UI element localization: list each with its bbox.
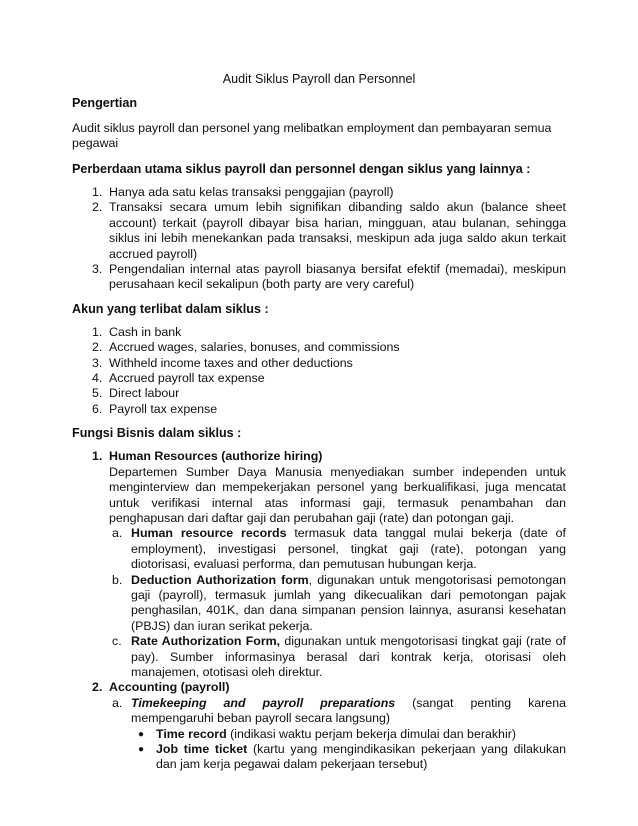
list-item: 2. Accrued wages, salaries, bonuses, and commissions [92, 340, 400, 355]
perbedaan-list [72, 185, 566, 293]
sub-item: c. Rate Authorization Form, digunakan untuk mengotorisasi tingkat gaji (rate of pay). Sumber informasinya berasal dari kontrak kerja, otorisasi oleh manajemen, ototisasi oleh direktur. [112, 634, 566, 679]
fungsi-heading: Fungsi Bisnis dalam siklus : [72, 426, 242, 441]
bullet-icon: ● [138, 744, 145, 755]
akun-list [72, 325, 566, 417]
list-item: 1. Cash in bank [92, 324, 182, 339]
document-title: Audit Siklus Payroll dan Personnel [222, 72, 416, 86]
pengertian-text: Audit siklus payroll dan personel yang melibatkan employment dan pembayaran semua pegawai [72, 121, 552, 150]
sub-item: a. Timekeeping and payroll preparations (sangat penting karena mempengaruhi beban payroll secara langsung) [112, 695, 566, 726]
list-item: 6. Payroll tax expense [92, 401, 218, 416]
pengertian-heading: Pengertian [72, 96, 138, 110]
list-item: 3. Pengendalian internal atas payroll biasanya bersifat efektif (memadai), meskipun perusahaan kecil sekalipun (both party are very careful) [92, 262, 566, 292]
list-item: 4. Accrued payroll tax expense [92, 371, 265, 386]
perbedaan-heading: Perberdaan utama siklus payroll dan personnel dengan siklus yang lainnya : [72, 162, 531, 176]
function-description: Departemen Sumber Daya Manusia menyediakan sumber independen untuk menginterview dan mempekerjakan personel yang berkualifikasi, juga mencatat untuk verifikasi internal atas informasi gaji, termasuk penambahan dan penghapusan dari daftar gaji dan perubahan gaji (rate) dan potongan gaji. [109, 464, 566, 525]
fungsi-list [72, 449, 566, 773]
function-title: Human Resources (authorize hiring) [109, 449, 323, 464]
list-item: 5. Direct labour [92, 386, 180, 401]
list-item: 1. Hanya ada satu kelas transaksi penggajian (payroll) [92, 185, 394, 199]
function-human-resources: 1. Human Resources (authorize hiring) Departemen Sumber Daya Manusia menyediakan sumber independen untuk menginterview dan mempekerjakan personel yang berkualifikasi, juga mencatat untuk verifikasi internal atas informasi gaji, termasuk penambahan dan penghapusan dari daftar gaji dan perubahan gaji (rate) dan potongan gaji. [92, 449, 566, 525]
bullet-item: ● Job time ticket (kartu yang mengindikasikan pekerjaan yang dilakukan dan jam kerja pegawai dalam pekerjaan tersebut) [138, 742, 566, 772]
sub-item: a. Human resource records termasuk data tanggal mulai bekerja (date of employment), investigasi personel, tingkat gaji (rate), potongan yang diotorisasi, evaluasi performa, dan pemutusan hubungan kerja. [112, 526, 566, 572]
function-accounting: 2. Accounting (payroll) [92, 680, 230, 695]
akun-heading: Akun yang terlibat dalam siklus : [72, 301, 269, 316]
sub-item: b. Deduction Authorization form, digunakan untuk mengotorisasi pemotongan gaji (payroll), termasuk jumlah yang dikecualikan dari pemotongan pajak penghasilan, 401K, dan dana simpanan pension lainnya, asuransi kesehatan (PBJS) dan iuran serikat pekerja. [112, 572, 566, 633]
function-title: Accounting (payroll) [109, 680, 230, 695]
bullet-icon: ● [138, 728, 145, 740]
document-page [72, 72, 566, 773]
list-item: 2. Transaksi secara umum lebih signifikan dibanding saldo akun (balance sheet account) terkait (payroll dibayar bisa harian, mingguan, atau bulanan, sehingga siklus ini lebih menekankan pada transaksi, meskipun ada juga saldo akun terkait accrued payroll) [92, 200, 566, 261]
bullet-item: ● Time record (indikasi waktu perjam bekerja dimulai dan berakhir) [138, 726, 516, 741]
list-item: 3. Withheld income taxes and other deductions [92, 355, 353, 370]
